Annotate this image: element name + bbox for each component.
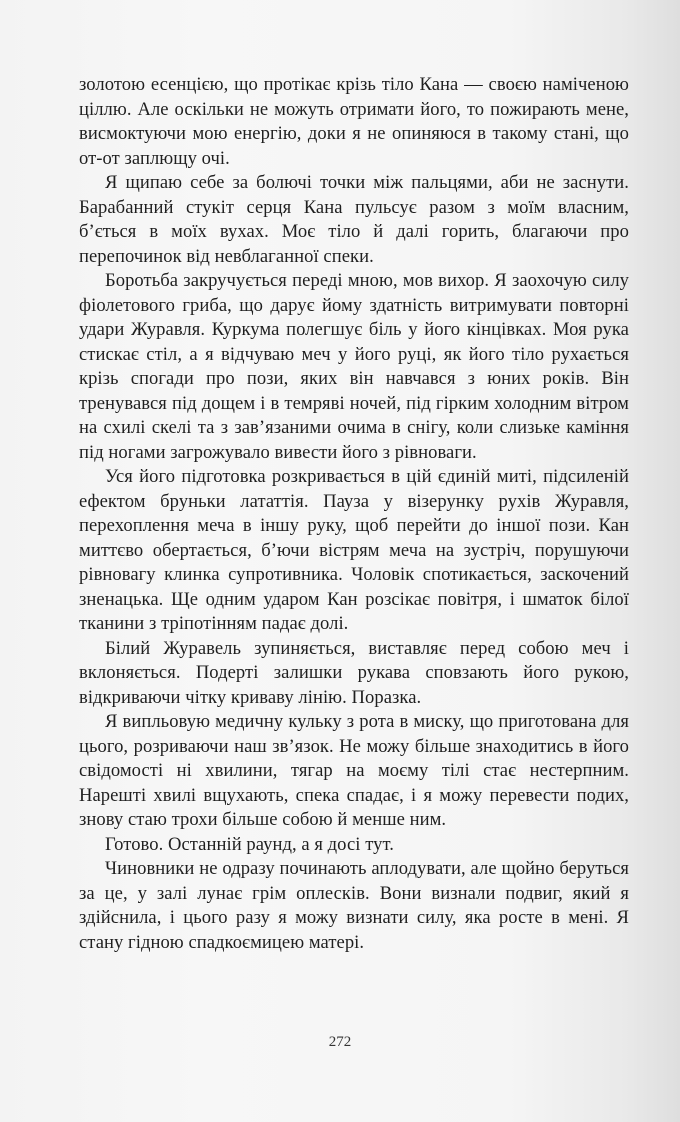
paragraph: Уся його підготовка розкривається в цій єдиній миті, підсиленій ефектом бруньки лататтія. Пауза у візерунку рухів Журавля, перехоплення меча в іншу руку, щоб перейти до іншої пози. Кан миттєво обертається, б’ючи вістрям меча на зустріч, порушуючи рівновагу клинка супротивника. Чоловік спотикається, заскочений зненацька. Ще одним ударом Кан розсікає повітря, і шматок білої тканини з тріпотінням падає долі. [79, 466, 629, 634]
paragraph: Я щипаю себе за болючі точки між пальцями, аби не заснути. Барабанний стукіт серця Кана пульсує разом з моїм власним, б’ється в моїх вухах. Моє тіло й далі горить, благаючи про перепочинок від невблаганної спеки. [79, 172, 629, 267]
body-text [79, 73, 629, 955]
paragraph: Чиновники не одразу починають аплодувати, але щойно беруться за це, у залі лунає грім оплесків. Вони визнали подвиг, який я здійснила, і цього разу я можу визнати силу, яка росте в мені. Я стану гідною спадкоємицею матері. [79, 858, 629, 953]
paragraph: Я випльовую медичну кульку з рота в миску, що приготована для цього, розриваючи наш зв’язок. Не можу більше знаходитись в його свідомості ні хвилини, тягар на моєму тілі стає нестерпним. Нарешті хвилі вщухають, спека спадає, і я можу перевести подих, знову стаю трохи більше собою й менше ним. [79, 711, 629, 830]
paragraph: Готово. Останній раунд, а я досі тут. [105, 833, 394, 855]
paragraph: золотою есенцією, що протікає крізь тіло Кана — своєю наміченою ціллю. Але оскільки не можуть отримати його, то пожирають мене, висмоктуючи мою енергію, доки я не опиняюся в такому стані, що от-от заплющу очі. [79, 74, 629, 169]
paragraph: Білий Журавель зупиняється, виставляє перед собою меч і вклоняється. Подерті залишки рукава сповзають його рукою, відкриваючи чітку криваву лінію. Поразка. [79, 637, 629, 708]
paragraph: Боротьба закручується переді мною, мов вихор. Я заохочую силу фіолетового гриба, що дарує йому здатність витримувати повторні удари Журавля. Куркума полегшує біль у його кінцівках. Моя рука стискає стіл, а я відчуваю меч у його руці, як його тіло рухається крізь спогади про пози, яких він навчався з юних років. Він тренувався під дощем і в темряві ночей, під гірким холодним вітром на схилі скелі та з зав’язаними очима в снігу, коли слизьке каміння під ногами загрожувало вивести його з рівноваги. [79, 270, 629, 463]
page-number: 272 [328, 1034, 352, 1050]
